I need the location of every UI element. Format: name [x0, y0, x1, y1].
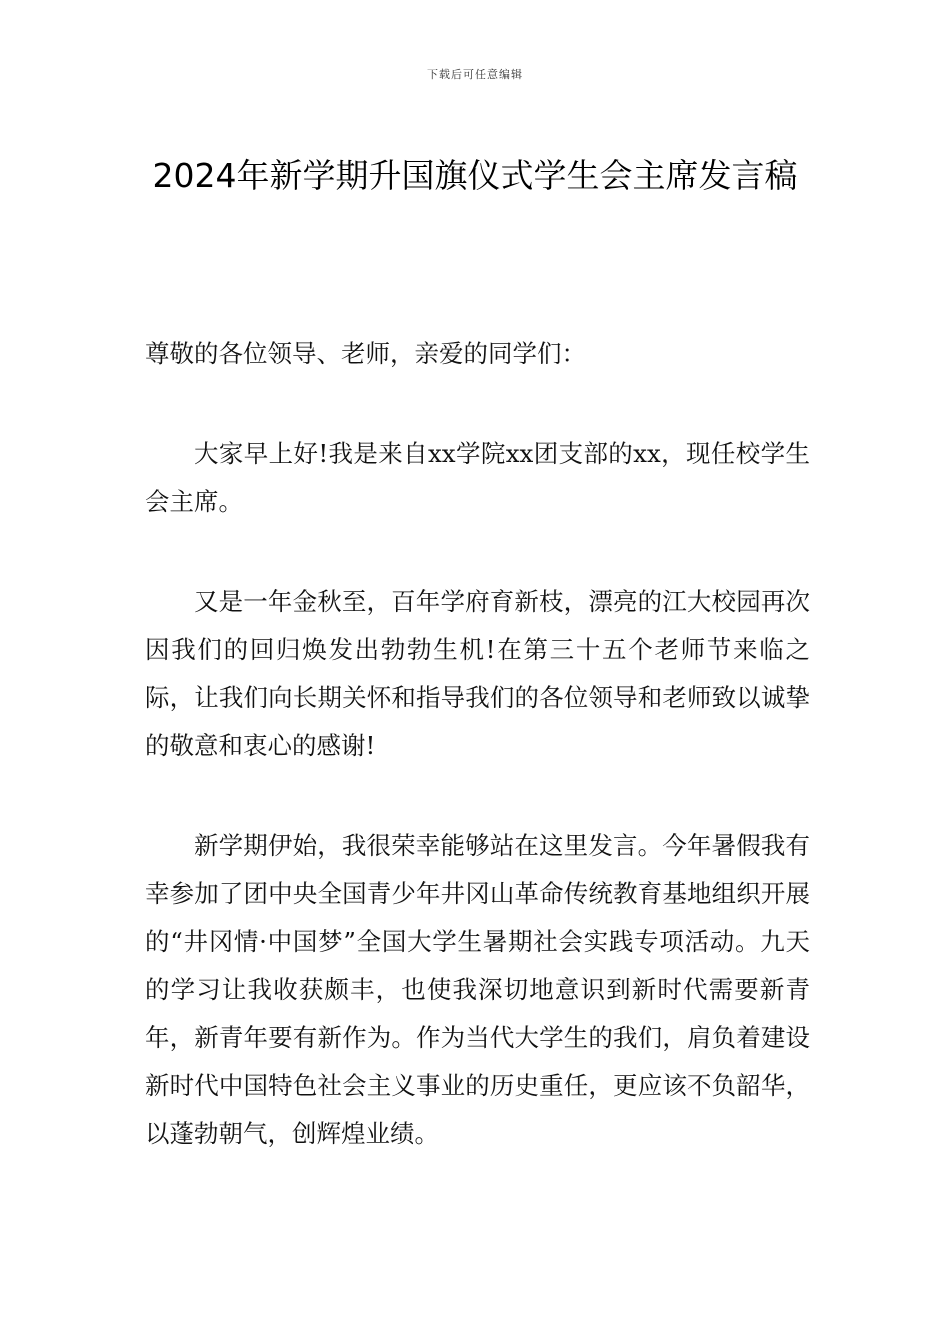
salutation: 尊敬的各位领导、老师，亲爱的同学们： [145, 339, 586, 368]
paragraph-1: 大家早上好!我是来自xx学院xx团支部的xx，现任校学生会主席。 [145, 439, 810, 516]
paragraph-3: 新学期伊始，我很荣幸能够站在这里发言。今年暑假我有幸参加了团中央全国青少年井冈山革命传统教育基地组织开展的“井冈情·中国梦”全国大学生暑期社会实践专项活动。九天的学习让我收获颇丰，也使我深切地意识到新时代需要新青年，新青年要有新作为。作为当代大学生的我们，肩负着建设新时代中国特色社会主义事业的历史重任，更应该不负韶华，以蓬勃朝气，创辉煌业绩。 [145, 831, 810, 1148]
header-note: 下载后可任意编辑 [427, 68, 523, 81]
page-title: 2024年新学期升国旗仪式学生会主席发言稿 [152, 156, 798, 195]
paragraph-2: 又是一年金秋至，百年学府育新枝，漂亮的江大校园再次因我们的回归焕发出勃勃生机!在第三十五个老师节来临之际，让我们向长期关怀和指导我们的各位领导和老师致以诚挚的敬意和衷心的感谢! [145, 587, 810, 760]
document-body [145, 330, 810, 1210]
